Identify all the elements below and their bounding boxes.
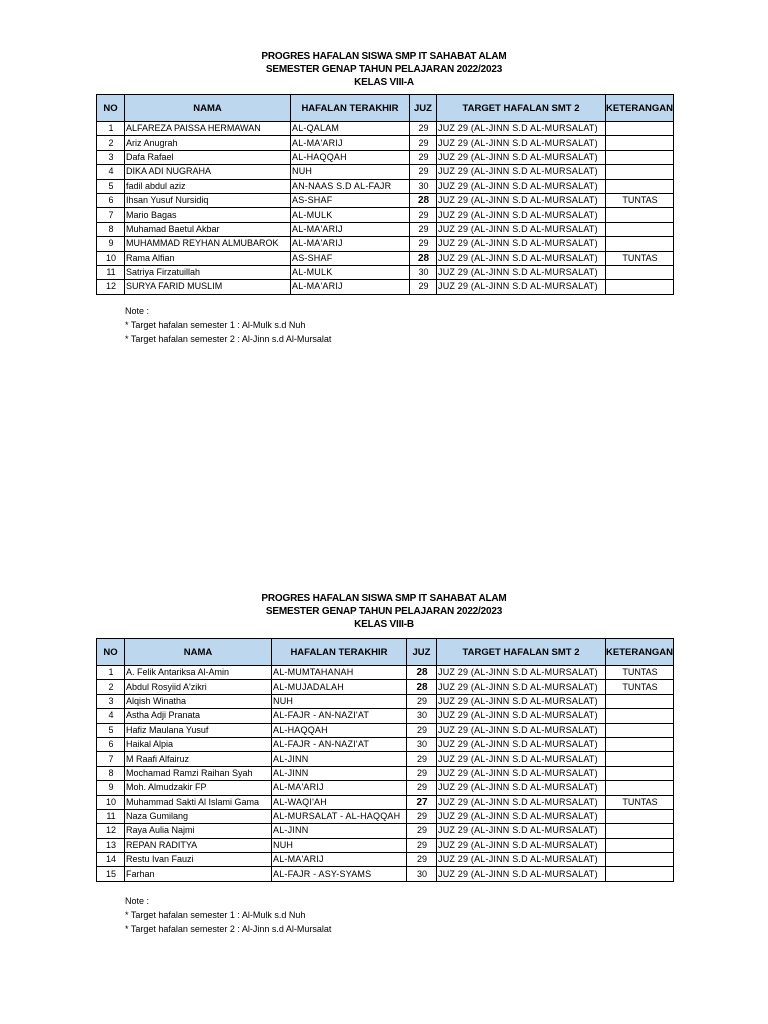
remarks bbox=[606, 766, 674, 780]
remarks bbox=[606, 165, 674, 179]
remarks bbox=[606, 781, 674, 795]
remarks bbox=[606, 853, 674, 867]
row-number: 8 bbox=[97, 222, 125, 236]
remarks bbox=[606, 265, 674, 279]
table-row bbox=[97, 752, 674, 766]
row-number: 9 bbox=[97, 237, 125, 251]
row-number: 8 bbox=[97, 766, 125, 780]
student-name: Dafa Rafael bbox=[125, 150, 291, 164]
row-number: 5 bbox=[97, 723, 125, 737]
student-name: Ariz Anugrah bbox=[125, 136, 291, 150]
juz-value: 28 bbox=[410, 251, 437, 265]
student-name: REPAN RADITYA bbox=[125, 838, 272, 852]
student-name: Ihsan Yusuf Nursidiq bbox=[125, 193, 291, 207]
note-label: Note : bbox=[125, 896, 150, 906]
remarks bbox=[606, 122, 674, 136]
table-row bbox=[97, 237, 674, 251]
remarks bbox=[606, 237, 674, 251]
table-header-row bbox=[97, 639, 674, 666]
juz-value: 29 bbox=[407, 723, 437, 737]
row-number: 11 bbox=[97, 265, 125, 279]
last-memorized: AL-WAQI'AH bbox=[272, 795, 407, 809]
last-memorized: AL-HAQQAH bbox=[291, 150, 410, 164]
target-value: JUZ 29 (AL-JINN S.D AL-MURSALAT) bbox=[437, 795, 606, 809]
last-memorized: AL-QALAM bbox=[291, 122, 410, 136]
remarks bbox=[606, 222, 674, 236]
note-label: Note : bbox=[125, 306, 150, 316]
last-memorized: AL-MULK bbox=[291, 265, 410, 279]
student-name: Mochamad Ramzi Raihan Syah bbox=[125, 766, 272, 780]
remarks bbox=[606, 280, 674, 294]
student-name: Farhan bbox=[125, 867, 272, 881]
target-value: JUZ 29 (AL-JINN S.D AL-MURSALAT) bbox=[437, 237, 606, 251]
remarks: TUNTAS bbox=[606, 680, 674, 694]
remarks bbox=[606, 824, 674, 838]
row-number: 12 bbox=[97, 824, 125, 838]
table-row bbox=[97, 766, 674, 780]
table-row bbox=[97, 781, 674, 795]
target-value: JUZ 29 (AL-JINN S.D AL-MURSALAT) bbox=[437, 694, 606, 708]
juz-value: 29 bbox=[407, 752, 437, 766]
remarks bbox=[606, 150, 674, 164]
table-header-row bbox=[97, 95, 674, 122]
row-number: 4 bbox=[97, 709, 125, 723]
target-value: JUZ 29 (AL-JINN S.D AL-MURSALAT) bbox=[437, 781, 606, 795]
table-row bbox=[97, 251, 674, 265]
remarks bbox=[606, 752, 674, 766]
target-header: TARGET HAFALAN SMT 2 bbox=[437, 639, 606, 666]
target-value: JUZ 29 (AL-JINN S.D AL-MURSALAT) bbox=[437, 136, 606, 150]
target-value: JUZ 29 (AL-JINN S.D AL-MURSALAT) bbox=[437, 838, 606, 852]
remarks bbox=[606, 179, 674, 193]
juz-value: 28 bbox=[407, 680, 437, 694]
juz-value: 30 bbox=[410, 265, 437, 279]
juz-header: JUZ bbox=[407, 639, 437, 666]
table-row bbox=[97, 265, 674, 279]
student-name: Mario Bagas bbox=[125, 208, 291, 222]
remarks bbox=[606, 867, 674, 881]
student-name: Moh. Almudzakir FP bbox=[125, 781, 272, 795]
row-number: 13 bbox=[97, 838, 125, 852]
row-number: 10 bbox=[97, 795, 125, 809]
last-memorized: AL-JINN bbox=[272, 766, 407, 780]
target-value: JUZ 29 (AL-JINN S.D AL-MURSALAT) bbox=[437, 666, 606, 680]
remarks bbox=[606, 809, 674, 823]
row-number: 9 bbox=[97, 781, 125, 795]
table-row bbox=[97, 867, 674, 881]
row-number: 7 bbox=[97, 752, 125, 766]
juz-value: 29 bbox=[407, 766, 437, 780]
table-row bbox=[97, 853, 674, 867]
student-name: SURYA FARID MUSLIM bbox=[125, 280, 291, 294]
last-memorized: AN-NAAS S.D AL-FAJR bbox=[291, 179, 410, 193]
table-row bbox=[97, 795, 674, 809]
remarks-header: KETERANGAN bbox=[606, 639, 674, 666]
student-name: Restu Ivan Fauzi bbox=[125, 853, 272, 867]
target-header: TARGET HAFALAN SMT 2 bbox=[437, 95, 606, 122]
student-name: M Raafi Alfairuz bbox=[125, 752, 272, 766]
class-viii-a-section bbox=[0, 50, 768, 344]
target-value: JUZ 29 (AL-JINN S.D AL-MURSALAT) bbox=[437, 150, 606, 164]
remarks bbox=[606, 737, 674, 751]
heading-line-3: KELAS VIII-A bbox=[354, 77, 414, 88]
table-row bbox=[97, 193, 674, 207]
table-row bbox=[97, 809, 674, 823]
remarks bbox=[606, 208, 674, 222]
table-row bbox=[97, 694, 674, 708]
no-header: NO bbox=[97, 95, 125, 122]
juz-value: 29 bbox=[410, 165, 437, 179]
last-memorized: AL-JINN bbox=[272, 752, 407, 766]
remarks: TUNTAS bbox=[606, 795, 674, 809]
juz-value: 30 bbox=[407, 867, 437, 881]
last-memorized-header: HAFALAN TERAKHIR bbox=[272, 639, 407, 666]
last-memorized: NUH bbox=[272, 838, 407, 852]
row-number: 11 bbox=[97, 809, 125, 823]
remarks bbox=[606, 709, 674, 723]
juz-value: 29 bbox=[407, 824, 437, 838]
student-name: Hafiz Maulana Yusuf bbox=[125, 723, 272, 737]
heading-line-1: PROGRES HAFALAN SISWA SMP IT SAHABAT ALAM bbox=[261, 593, 507, 604]
target-value: JUZ 29 (AL-JINN S.D AL-MURSALAT) bbox=[437, 680, 606, 694]
last-memorized: AL-MA'ARIJ bbox=[291, 136, 410, 150]
remarks-header: KETERANGAN bbox=[606, 95, 674, 122]
last-memorized: AL-MA'ARIJ bbox=[272, 853, 407, 867]
row-number: 2 bbox=[97, 680, 125, 694]
target-value: JUZ 29 (AL-JINN S.D AL-MURSALAT) bbox=[437, 709, 606, 723]
juz-value: 29 bbox=[407, 853, 437, 867]
target-value: JUZ 29 (AL-JINN S.D AL-MURSALAT) bbox=[437, 208, 606, 222]
last-memorized: AL-JINN bbox=[272, 824, 407, 838]
heading-line-2: SEMESTER GENAP TAHUN PELAJARAN 2022/2023 bbox=[265, 64, 503, 75]
section-heading bbox=[0, 592, 768, 631]
last-memorized: AL-MUMTAHANAH bbox=[272, 666, 407, 680]
juz-value: 29 bbox=[410, 222, 437, 236]
section-heading bbox=[0, 50, 768, 89]
student-name: Astha Adji Pranata bbox=[125, 709, 272, 723]
student-name: MUHAMMAD REYHAN ALMUBAROK bbox=[125, 237, 291, 251]
juz-value: 28 bbox=[407, 666, 437, 680]
notes-block bbox=[125, 304, 331, 346]
last-memorized: AL-HAQQAH bbox=[272, 723, 407, 737]
no-header: NO bbox=[97, 639, 125, 666]
heading-line-3: KELAS VIII-B bbox=[354, 619, 414, 630]
target-value: JUZ 29 (AL-JINN S.D AL-MURSALAT) bbox=[437, 265, 606, 279]
heading-line-2: SEMESTER GENAP TAHUN PELAJARAN 2022/2023 bbox=[265, 606, 503, 617]
target-value: JUZ 29 (AL-JINN S.D AL-MURSALAT) bbox=[437, 165, 606, 179]
name-header: NAMA bbox=[125, 95, 291, 122]
student-name: ALFAREZA PAISSA HERMAWAN bbox=[125, 122, 291, 136]
table-row bbox=[97, 680, 674, 694]
juz-value: 29 bbox=[407, 781, 437, 795]
row-number: 1 bbox=[97, 122, 125, 136]
last-memorized: AL-FAJR - ASY-SYAMS bbox=[272, 867, 407, 881]
roster-table-viii-b bbox=[96, 638, 674, 882]
student-name: Muhamad Baetul Akbar bbox=[125, 222, 291, 236]
juz-value: 29 bbox=[407, 838, 437, 852]
juz-value: 30 bbox=[410, 179, 437, 193]
class-viii-b-section bbox=[0, 592, 768, 934]
remarks bbox=[606, 838, 674, 852]
remarks: TUNTAS bbox=[606, 666, 674, 680]
target-value: JUZ 29 (AL-JINN S.D AL-MURSALAT) bbox=[437, 752, 606, 766]
last-memorized: AL-MA'ARIJ bbox=[291, 237, 410, 251]
row-number: 1 bbox=[97, 666, 125, 680]
juz-value: 29 bbox=[410, 280, 437, 294]
row-number: 10 bbox=[97, 251, 125, 265]
remarks bbox=[606, 723, 674, 737]
student-name: Naza Gumilang bbox=[125, 809, 272, 823]
student-name: fadil abdul aziz bbox=[125, 179, 291, 193]
juz-value: 30 bbox=[407, 737, 437, 751]
target-value: JUZ 29 (AL-JINN S.D AL-MURSALAT) bbox=[437, 179, 606, 193]
row-number: 3 bbox=[97, 150, 125, 164]
row-number: 15 bbox=[97, 867, 125, 881]
last-memorized: AL-MUJADALAH bbox=[272, 680, 407, 694]
row-number: 12 bbox=[97, 280, 125, 294]
juz-value: 29 bbox=[410, 136, 437, 150]
note-semester-1: * Target hafalan semester 1 : Al-Mulk s.d Nuh bbox=[125, 320, 306, 330]
juz-value: 29 bbox=[410, 122, 437, 136]
student-name: Muhammad Sakti Al Islami Gama bbox=[125, 795, 272, 809]
table-row bbox=[97, 208, 674, 222]
row-number: 4 bbox=[97, 165, 125, 179]
student-name: Rama Alfian bbox=[125, 251, 291, 265]
row-number: 14 bbox=[97, 853, 125, 867]
notes-block bbox=[125, 894, 331, 936]
remarks: TUNTAS bbox=[606, 251, 674, 265]
last-memorized: AL-FAJR - AN-NAZI'AT bbox=[272, 737, 407, 751]
juz-value: 29 bbox=[410, 237, 437, 251]
last-memorized: AL-MURSALAT - AL-HAQQAH bbox=[272, 809, 407, 823]
table-row bbox=[97, 824, 674, 838]
student-name: Raya Aulia Najmi bbox=[125, 824, 272, 838]
last-memorized: AL-MA'ARIJ bbox=[272, 781, 407, 795]
target-value: JUZ 29 (AL-JINN S.D AL-MURSALAT) bbox=[437, 193, 606, 207]
table-row bbox=[97, 709, 674, 723]
table-row bbox=[97, 222, 674, 236]
last-memorized: AS-SHAF bbox=[291, 251, 410, 265]
student-name: Abdul Rosyiid A'zikri bbox=[125, 680, 272, 694]
juz-value: 27 bbox=[407, 795, 437, 809]
student-name: Satriya Firzatuillah bbox=[125, 265, 291, 279]
table-row bbox=[97, 723, 674, 737]
remarks bbox=[606, 694, 674, 708]
table-row bbox=[97, 150, 674, 164]
target-value: JUZ 29 (AL-JINN S.D AL-MURSALAT) bbox=[437, 737, 606, 751]
row-number: 6 bbox=[97, 737, 125, 751]
last-memorized: NUH bbox=[291, 165, 410, 179]
last-memorized: AL-FAJR - AN-NAZI'AT bbox=[272, 709, 407, 723]
student-name: Alqish Winatha bbox=[125, 694, 272, 708]
last-memorized: AS-SHAF bbox=[291, 193, 410, 207]
target-value: JUZ 29 (AL-JINN S.D AL-MURSALAT) bbox=[437, 122, 606, 136]
table-row bbox=[97, 136, 674, 150]
target-value: JUZ 29 (AL-JINN S.D AL-MURSALAT) bbox=[437, 766, 606, 780]
heading-line-1: PROGRES HAFALAN SISWA SMP IT SAHABAT ALAM bbox=[261, 51, 507, 62]
target-value: JUZ 29 (AL-JINN S.D AL-MURSALAT) bbox=[437, 723, 606, 737]
target-value: JUZ 29 (AL-JINN S.D AL-MURSALAT) bbox=[437, 867, 606, 881]
juz-value: 28 bbox=[410, 193, 437, 207]
target-value: JUZ 29 (AL-JINN S.D AL-MURSALAT) bbox=[437, 222, 606, 236]
student-name: Haikal Alpia bbox=[125, 737, 272, 751]
table-row bbox=[97, 122, 674, 136]
last-memorized-header: HAFALAN TERAKHIR bbox=[291, 95, 410, 122]
row-number: 7 bbox=[97, 208, 125, 222]
juz-value: 29 bbox=[410, 208, 437, 222]
target-value: JUZ 29 (AL-JINN S.D AL-MURSALAT) bbox=[437, 853, 606, 867]
last-memorized: AL-MULK bbox=[291, 208, 410, 222]
name-header: NAMA bbox=[125, 639, 272, 666]
row-number: 5 bbox=[97, 179, 125, 193]
row-number: 6 bbox=[97, 193, 125, 207]
note-semester-2: * Target hafalan semester 2 : Al-Jinn s.d Al-Mursalat bbox=[125, 334, 332, 344]
row-number: 3 bbox=[97, 694, 125, 708]
juz-header: JUZ bbox=[410, 95, 437, 122]
note-semester-2: * Target hafalan semester 2 : Al-Jinn s.d Al-Mursalat bbox=[125, 924, 332, 934]
target-value: JUZ 29 (AL-JINN S.D AL-MURSALAT) bbox=[437, 809, 606, 823]
table-row bbox=[97, 838, 674, 852]
juz-value: 29 bbox=[407, 809, 437, 823]
last-memorized: AL-MA'ARIJ bbox=[291, 222, 410, 236]
last-memorized: NUH bbox=[272, 694, 407, 708]
target-value: JUZ 29 (AL-JINN S.D AL-MURSALAT) bbox=[437, 824, 606, 838]
remarks: TUNTAS bbox=[606, 193, 674, 207]
juz-value: 29 bbox=[410, 150, 437, 164]
roster-table-viii-a bbox=[96, 94, 674, 295]
student-name: DIKA ADI NUGRAHA bbox=[125, 165, 291, 179]
table-row bbox=[97, 280, 674, 294]
target-value: JUZ 29 (AL-JINN S.D AL-MURSALAT) bbox=[437, 280, 606, 294]
last-memorized: AL-MA'ARIJ bbox=[291, 280, 410, 294]
table-row bbox=[97, 737, 674, 751]
table-row bbox=[97, 165, 674, 179]
table-row bbox=[97, 666, 674, 680]
student-name: A. Felik Antariksa Al-Amin bbox=[125, 666, 272, 680]
target-value: JUZ 29 (AL-JINN S.D AL-MURSALAT) bbox=[437, 251, 606, 265]
row-number: 2 bbox=[97, 136, 125, 150]
remarks bbox=[606, 136, 674, 150]
note-semester-1: * Target hafalan semester 1 : Al-Mulk s.d Nuh bbox=[125, 910, 306, 920]
table-row bbox=[97, 179, 674, 193]
juz-value: 30 bbox=[407, 709, 437, 723]
juz-value: 29 bbox=[407, 694, 437, 708]
